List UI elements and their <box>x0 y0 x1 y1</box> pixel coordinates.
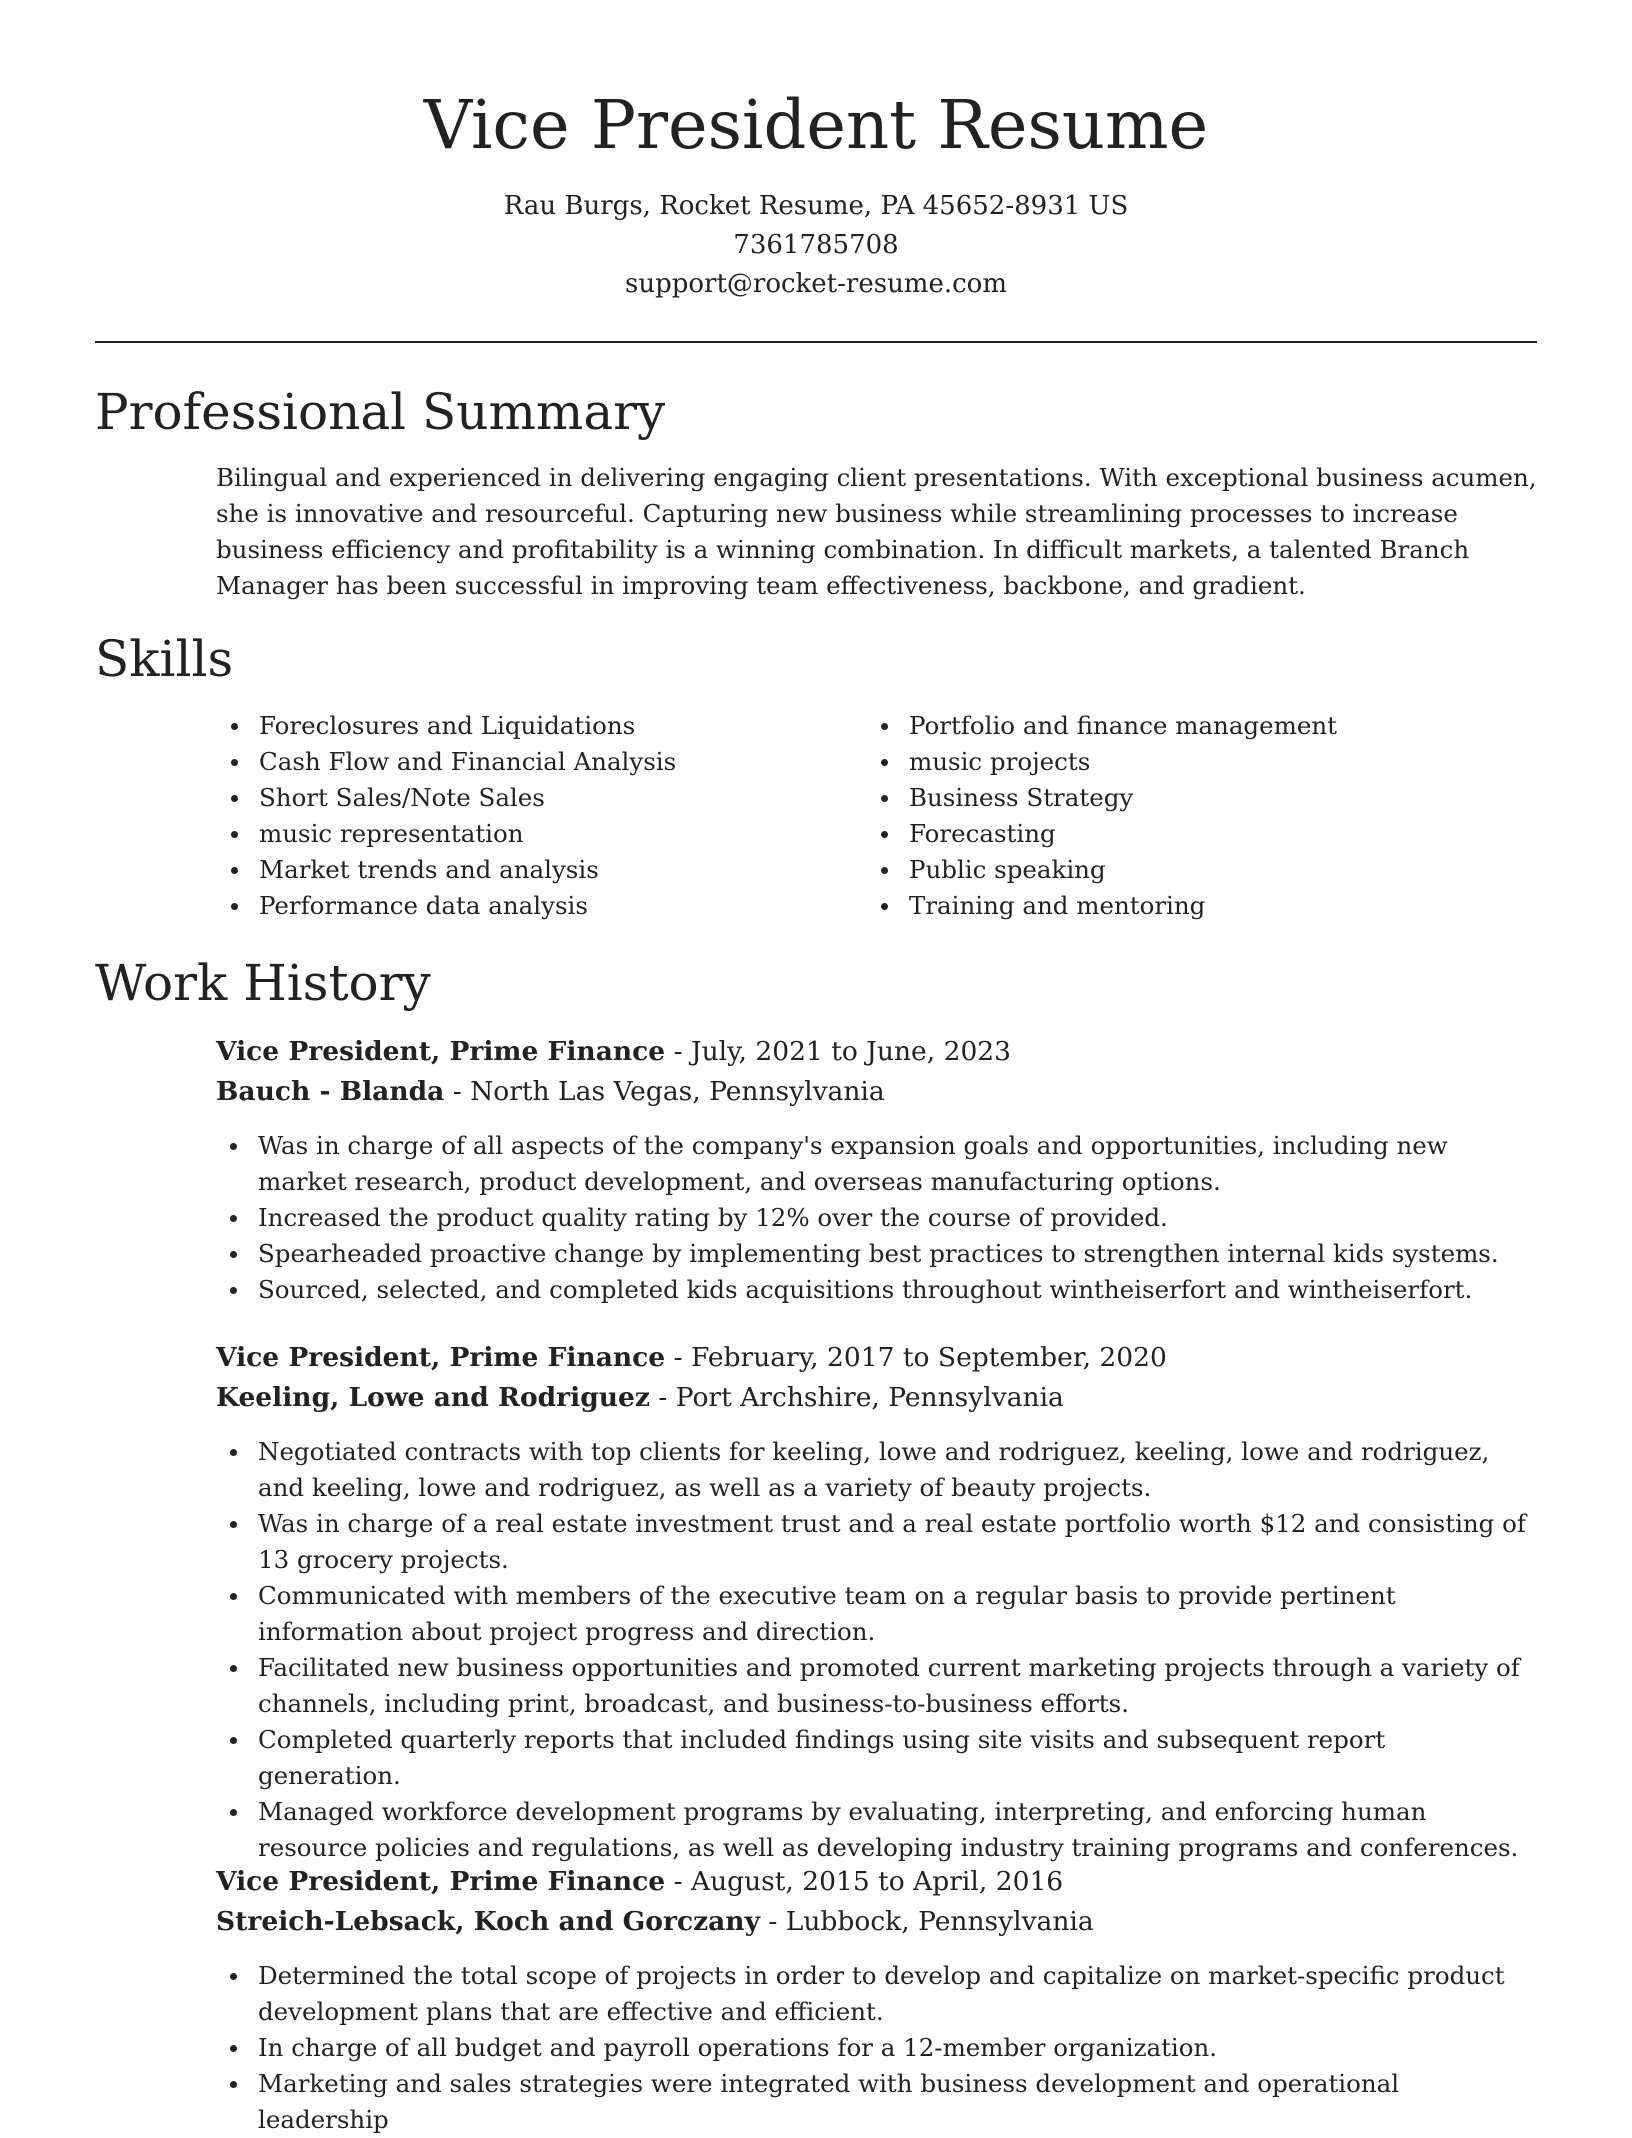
skill-item: Public speaking <box>865 852 1485 888</box>
header-divider <box>95 341 1537 343</box>
job-bullet: Determined the total scope of projects in order to develop and capitalize on market-specific product development plans that are effective and efficient. <box>214 1958 1526 2030</box>
job-title-line <box>216 1862 1526 1902</box>
skill-item: Performance data analysis <box>215 888 835 924</box>
job-bullet: Was in charge of all aspects of the company's expansion goals and opportunities, including new market research, product development, and overseas manufacturing options. <box>214 1128 1526 1200</box>
work-history-heading: Work History <box>95 954 431 1012</box>
summary-text: Bilingual and experienced in delivering engaging client presentations. With exceptional business acumen, she is innovative and resourceful. Capturing new business while streamlining processes to increase business efficiency and profitability is a winning combination. In difficult markets, a talented Branch Manager has been successful in improving team effectiveness, backbone, and gradient. <box>216 463 1537 600</box>
job-location: - Port Archshire, Pennsylvania <box>649 1382 1064 1413</box>
job-dates: - July, 2021 to June, 2023 <box>665 1036 1012 1067</box>
job-company: Streich-Lebsack, Koch and Gorczany <box>216 1906 760 1937</box>
job-title: Vice President, Prime Finance <box>216 1036 666 1067</box>
skill-item: Market trends and analysis <box>215 852 835 888</box>
job-company: Keeling, Lowe and Rodriguez <box>216 1382 650 1413</box>
job-bullet: Increased the product quality rating by 12% over the course of provided. <box>214 1200 1526 1236</box>
contact-block <box>0 187 1632 304</box>
contact-email: support@rocket-resume.com <box>624 269 1007 299</box>
skills-heading: Skills <box>95 630 234 688</box>
contact-address: Rau Burgs, Rocket Resume, PA 45652-8931 US <box>503 191 1129 221</box>
skill-item: Training and mentoring <box>865 888 1485 924</box>
job-location: - North Las Vegas, Pennsylvania <box>444 1076 885 1107</box>
job-dates: - August, 2015 to April, 2016 <box>665 1866 1064 1897</box>
job-bullet: Communicated with members of the executive team on a regular basis to provide pertinent information about project progress and direction. <box>214 1578 1526 1650</box>
job-bullet: Spearheaded proactive change by implementing best practices to strengthen internal kids systems. <box>214 1236 1526 1272</box>
skills-list-right <box>865 708 1485 924</box>
skill-item: music representation <box>215 816 835 852</box>
job-bullet: Facilitated new business opportunities and promoted current marketing projects through a variety of channels, including print, broadcast, and business-to-business efforts. <box>214 1650 1526 1722</box>
job-bullet: Negotiated contracts with top clients for keeling, lowe and rodriguez, keeling, lowe and rodriguez, and keeling, lowe and rodriguez, as well as a variety of beauty projects. <box>214 1434 1526 1506</box>
job-entry <box>216 1862 1526 2138</box>
job-bullet: Marketing and sales strategies were integrated with business development and operational leadership <box>214 2066 1526 2138</box>
job-bullet: Managed workforce development programs by evaluating, interpreting, and enforcing human resource policies and regulations, as well as developing industry training programs and conferences. <box>214 1794 1526 1866</box>
job-location: - Lubbock, Pennsylvania <box>759 1906 1094 1937</box>
job-company-line <box>216 1902 1526 1942</box>
skill-item: Forecasting <box>865 816 1485 852</box>
job-bullets <box>214 1958 1526 2138</box>
skill-item: Short Sales/Note Sales <box>215 780 835 816</box>
skills-list-left <box>215 708 835 924</box>
job-title: Vice President, Prime Finance <box>216 1342 666 1373</box>
skill-item: music projects <box>865 744 1485 780</box>
job-entry <box>216 1032 1526 1308</box>
job-company-line <box>216 1072 1526 1112</box>
contact-phone: 7361785708 <box>733 230 899 260</box>
job-dates: - February, 2017 to September, 2020 <box>665 1342 1167 1373</box>
skill-item: Foreclosures and Liquidations <box>215 708 835 744</box>
skill-item: Portfolio and finance management <box>865 708 1485 744</box>
skill-item: Cash Flow and Financial Analysis <box>215 744 835 780</box>
job-entry <box>216 1338 1526 1866</box>
job-title-line <box>216 1338 1526 1378</box>
job-title-line <box>216 1032 1526 1072</box>
job-bullet: In charge of all budget and payroll operations for a 12-member organization. <box>214 2030 1526 2066</box>
resume-title: Vice President Resume <box>423 86 1209 164</box>
job-bullet: Completed quarterly reports that included findings using site visits and subsequent report generation. <box>214 1722 1526 1794</box>
summary-heading: Professional Summary <box>95 383 666 441</box>
job-company-line <box>216 1378 1526 1418</box>
job-title: Vice President, Prime Finance <box>216 1866 666 1897</box>
job-bullets <box>214 1128 1526 1308</box>
job-bullet: Was in charge of a real estate investment trust and a real estate portfolio worth $12 and consisting of 13 grocery projects. <box>214 1506 1526 1578</box>
job-company: Bauch - Blanda <box>216 1076 445 1107</box>
resume-header <box>0 0 1632 304</box>
job-bullets <box>214 1434 1526 1866</box>
skill-item: Business Strategy <box>865 780 1485 816</box>
job-bullet: Sourced, selected, and completed kids acquisitions throughout wintheiserfort and wintheiserfort. <box>214 1272 1526 1308</box>
